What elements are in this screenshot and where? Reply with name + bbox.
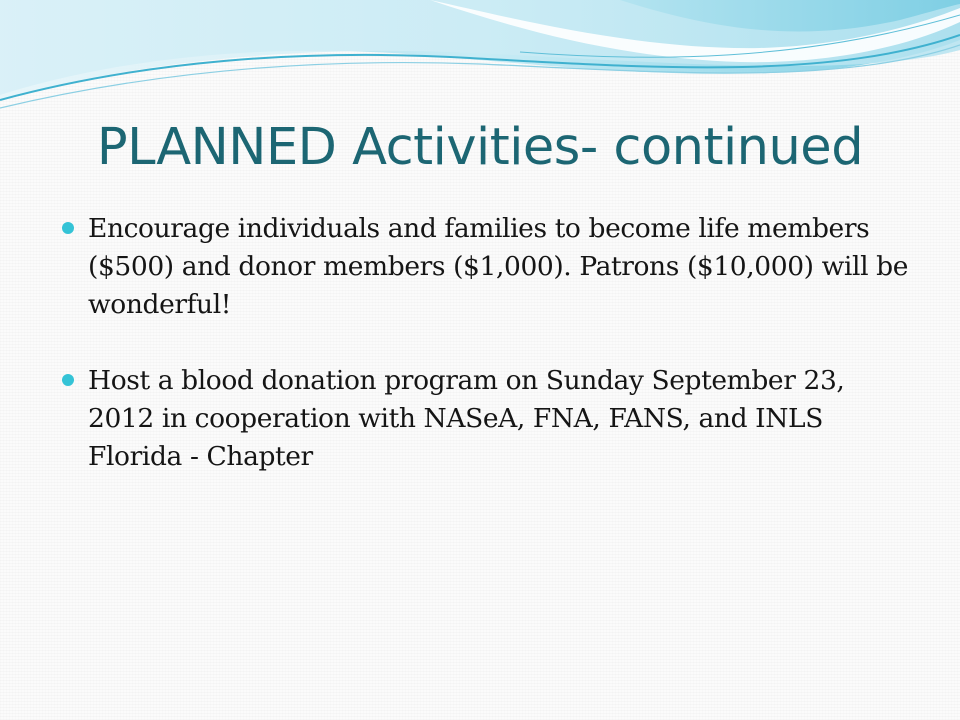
bullet-text: Host a blood donation program on Sunday September 23, 2012 in cooperation with NASeA, FNA, FANS, and INLS Florida - Chapter — [88, 365, 845, 472]
bullet-text: Encourage individuals and families to become life members ($500) and donor members ($1,000). Patrons ($10,000) will be wonderful! — [88, 213, 909, 320]
bullet-item-blood-donation — [62, 362, 912, 476]
bullet-list — [62, 210, 912, 476]
slide-title: PLANNED Activities- continued — [96, 118, 864, 177]
bullet-dot-icon — [62, 374, 74, 386]
header-wave-decoration — [0, 0, 960, 120]
bullet-dot-icon — [62, 222, 74, 234]
bullet-item-membership — [62, 210, 912, 324]
